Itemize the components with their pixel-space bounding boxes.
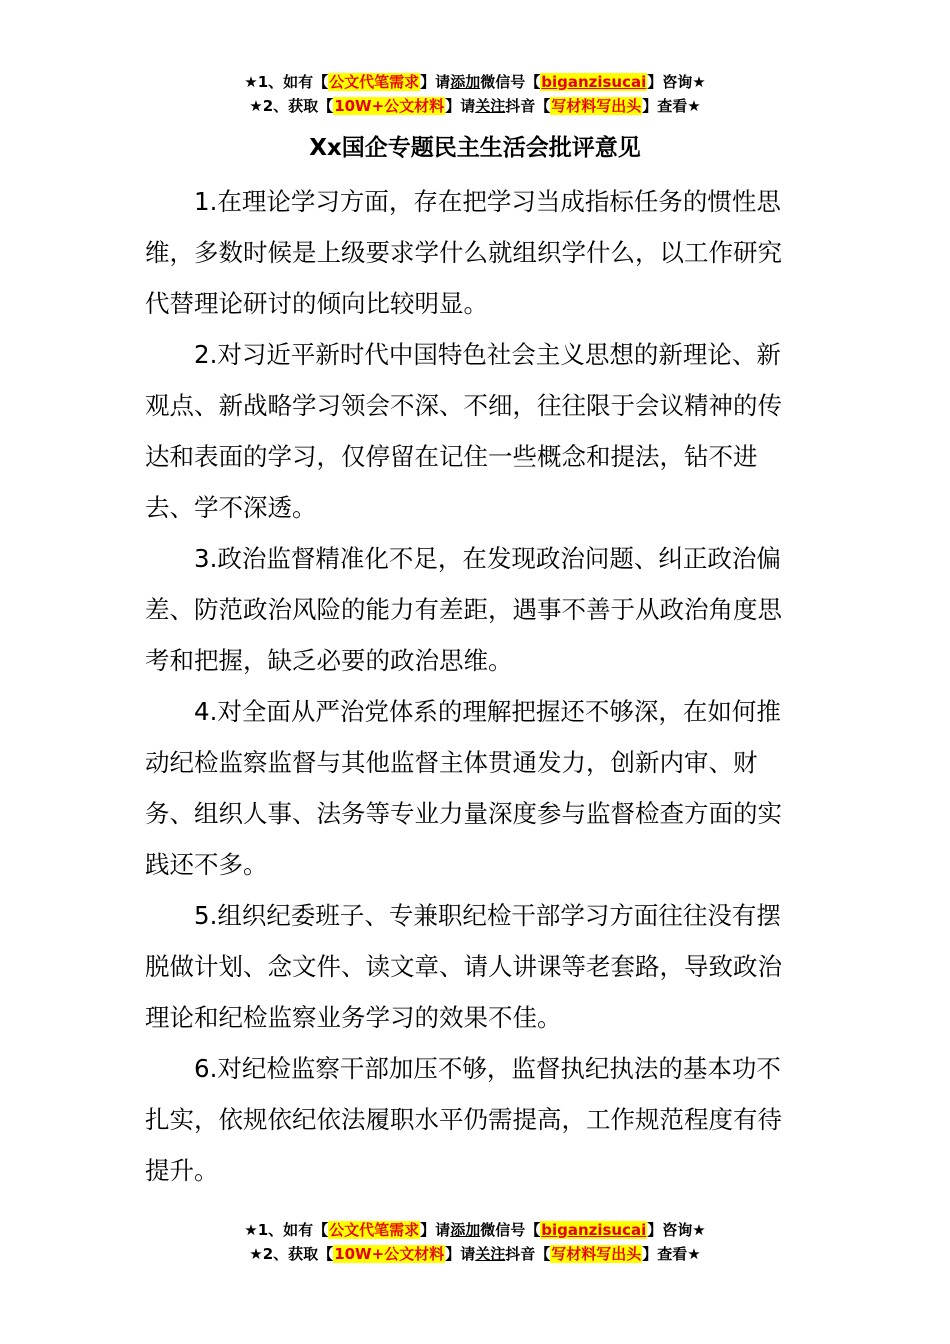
banner-line-2-emphasis: 关注 bbox=[475, 97, 506, 115]
footer-line-1-prefix: ★1、如有【 bbox=[244, 1221, 329, 1239]
banner-line-1-middle: 】请 bbox=[420, 73, 451, 91]
footer-line-1 bbox=[0, 1218, 950, 1242]
footer-line-2-suffix: 】查看★ bbox=[642, 1245, 701, 1263]
paragraph-1: 1.在理论学习方面，存在把学习当成指标任务的惯性思维，多数时候是上级要求学什么就组织学什么，以工作研究代替理论研讨的倾向比较明显。 bbox=[145, 187, 782, 318]
banner-line-1-suffix: 】咨询★ bbox=[647, 73, 706, 91]
banner-line-1 bbox=[0, 70, 950, 94]
banner-line-2-middle-2: 抖音【 bbox=[505, 97, 551, 115]
banner-line-2-prefix: ★2、获取【 bbox=[249, 97, 334, 115]
footer-line-2-highlight-materials: 10W+公文材料 bbox=[334, 1245, 445, 1263]
footer-line-1-suffix: 】咨询★ bbox=[647, 1221, 706, 1239]
footer-line-1-emphasis: 添加 bbox=[450, 1221, 481, 1239]
banner-line-1-wechat-id: biganzisucai bbox=[541, 73, 647, 91]
paragraph-5: 5.组织纪委班子、专兼职纪检干部学习方面往往没有摆脱做计划、念文件、读文章、请人讲课等老套路，导致政治理论和纪检监察业务学习的效果不佳。 bbox=[145, 901, 782, 1032]
document-title: Xx国企专题民主生活会批评意见 bbox=[309, 135, 641, 161]
paragraph-6: 6.对纪检监察干部加压不够，监督执纪执法的基本功不扎实，依规依纪依法履职水平仍需提高，工作规范程度有待提升。 bbox=[145, 1054, 782, 1185]
document-body bbox=[145, 176, 805, 1196]
paragraph-3: 3.政治监督精准化不足，在发现政治问题、纠正政治偏差、防范政治风险的能力有差距，遇事不善于从政治角度思考和把握，缺乏必要的政治思维。 bbox=[145, 544, 782, 675]
footer-line-1-wechat-id: biganzisucai bbox=[541, 1221, 647, 1239]
banner-line-2-highlight-materials: 10W+公文材料 bbox=[334, 97, 445, 115]
banner-line-1-prefix: ★1、如有【 bbox=[244, 73, 329, 91]
footer-line-1-middle-2: 微信号【 bbox=[480, 1221, 541, 1239]
footer-line-2-middle-2: 抖音【 bbox=[505, 1245, 551, 1263]
footer-line-2-douyin-account: 写材料写出头 bbox=[551, 1245, 642, 1263]
footer-line-1-middle: 】请 bbox=[420, 1221, 451, 1239]
paragraph-2: 2.对习近平新时代中国特色社会主义思想的新理论、新观点、新战略学习领会不深、不细，往往限于会议精神的传达和表面的学习，仅停留在记住一些概念和提法，钻不进去、学不深透。 bbox=[145, 340, 782, 522]
paragraph-4: 4.对全面从严治党体系的理解把握还不够深，在如何推动纪检监察监督与其他监督主体贯通发力，创新内审、财务、组织人事、法务等专业力量深度参与监督检查方面的实践还不多。 bbox=[145, 697, 782, 879]
banner-line-2-douyin-account: 写材料写出头 bbox=[551, 97, 642, 115]
footer-line-1-highlight-service: 公文代笔需求 bbox=[329, 1221, 420, 1239]
footer-line-2-middle: 】请 bbox=[445, 1245, 476, 1263]
banner-line-1-emphasis: 添加 bbox=[450, 73, 481, 91]
banner-line-1-highlight-service: 公文代笔需求 bbox=[329, 73, 420, 91]
banner-line-1-middle-2: 微信号【 bbox=[480, 73, 541, 91]
footer-banner bbox=[0, 1218, 950, 1266]
footer-line-2 bbox=[0, 1242, 950, 1266]
banner-line-2-middle: 】请 bbox=[445, 97, 476, 115]
banner-line-2-suffix: 】查看★ bbox=[642, 97, 701, 115]
banner-line-2 bbox=[0, 94, 950, 118]
footer-line-2-prefix: ★2、获取【 bbox=[249, 1245, 334, 1263]
header-banner bbox=[0, 70, 950, 118]
footer-line-2-emphasis: 关注 bbox=[475, 1245, 506, 1263]
